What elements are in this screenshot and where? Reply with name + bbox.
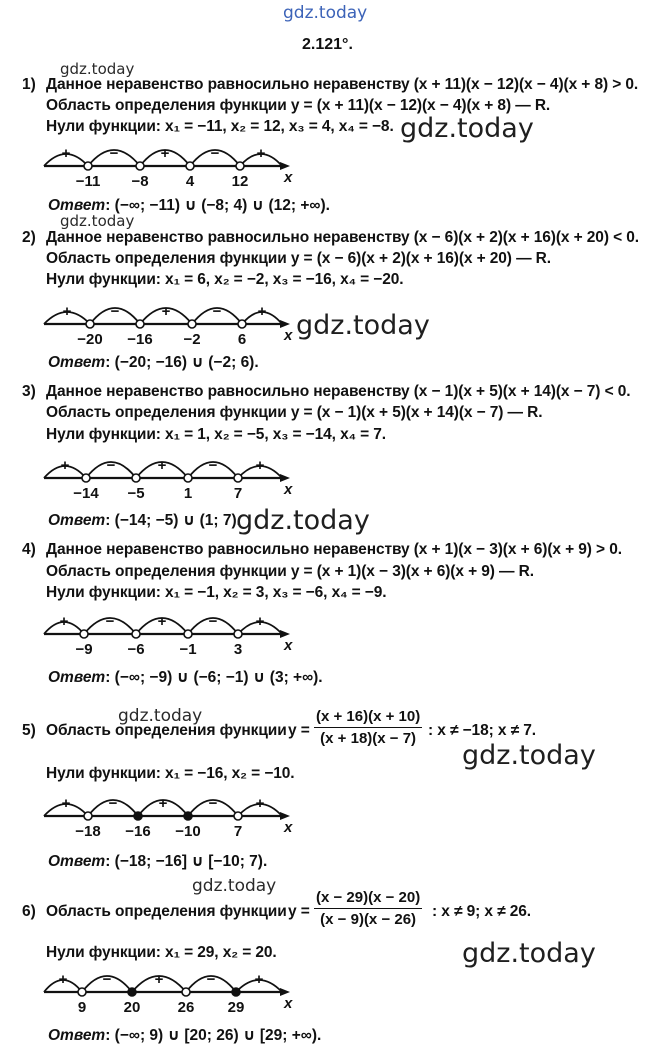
open-point [234,812,242,820]
interval-sign: + [61,145,71,162]
interval-sign: − [108,795,118,812]
point-label: −2 [183,331,201,348]
point-label: 12 [231,173,249,190]
interval-sign: − [208,613,218,630]
point-label: 7 [233,485,243,502]
point-label: 9 [77,999,87,1016]
point-label: −8 [131,173,149,190]
point-label: −18 [75,823,101,840]
open-point [86,320,94,328]
answer-text: : (−18; −16] ∪ [−10; 7). [105,853,268,870]
problem-6-number: 6) [22,903,36,920]
point-label: −6 [127,641,145,658]
problem-5-answer [48,852,267,871]
interval-sign: + [161,303,171,320]
interval-sign: + [157,457,167,474]
open-point [84,162,92,170]
open-point [234,474,242,482]
answer-label: Ответ [48,853,106,870]
answer-text: : (−14; −5) ∪ (1; 7). [105,512,241,529]
open-point [234,630,242,638]
problem-6-line-post: : x ≠ 9; x ≠ 26. [432,903,531,920]
problem-5-fraction [314,708,422,747]
problem-3-line-2: Область определения функции y = (x − 1)(x + 5)(x + 14)(x − 7) — R. [46,404,543,421]
open-point [80,630,88,638]
interval-sign: + [255,457,265,474]
fraction-denominator: (x − 9)(x − 26) [320,911,417,928]
problem-2-number: 2) [22,229,36,246]
interval-sign: + [256,145,266,162]
problem-3-line-3: Нули функции: x₁ = 1, x₂ = −5, x₃ = −14, x₄ = 7. [46,426,386,443]
answer-label: Ответ [48,197,106,214]
open-point [188,320,196,328]
open-point [238,320,246,328]
point-label: −5 [127,485,145,502]
problem-5-line-pre: Область определения функции [46,722,287,739]
exercise-title: 2.121°. [302,36,353,53]
problem-1-line-1: Данное неравенство равносильно неравенству (x + 11)(x − 12)(x − 4)(x + 8) > 0. [46,76,639,93]
point-label: 4 [185,173,195,190]
point-label: 20 [123,999,141,1016]
problem-4-line-2: Область определения функции y = (x + 1)(x − 3)(x + 6)(x + 9) — R. [46,563,534,580]
point-label: 6 [237,331,247,348]
interval-sign: − [212,303,222,320]
point-label: −20 [77,331,103,348]
problem-2-answer [48,353,259,372]
problem-6-fraction [314,889,422,928]
problem-5-line-3: Нули функции: x₁ = −16, x₂ = −10. [46,765,295,782]
axis-label: x [284,169,293,186]
problem-1-number-line [0,138,300,190]
open-point [186,162,194,170]
watermark: gdz.today [192,876,277,896]
problem-6-y-eq: y = [288,903,310,920]
problem-1-line-2: Область определения функции y = (x + 11)(x − 12)(x − 4)(x + 8) — R. [46,97,551,114]
open-point [236,162,244,170]
problem-4-answer [48,668,323,687]
point-label: −14 [73,485,99,502]
answer-label: Ответ [48,512,106,529]
interval-sign: − [110,303,120,320]
point-label: −1 [179,641,197,658]
problem-6-line-3: Нули функции: x₁ = 29, x₂ = 20. [46,944,277,961]
open-point [184,630,192,638]
interval-sign: − [208,457,218,474]
filled-point [232,988,240,996]
answer-label: Ответ [48,354,106,371]
interval-sign: − [208,795,218,812]
problem-5-number-line [0,788,300,840]
answer-label: Ответ [48,669,106,686]
point-label: 1 [183,485,193,502]
top-watermark: gdz.today [283,3,368,23]
fraction-numerator: (x + 16)(x + 10) [314,708,422,728]
watermark: gdz.today [296,310,430,341]
problem-6-number-line [0,964,300,1016]
problem-4-number: 4) [22,541,36,558]
filled-point [128,988,136,996]
problem-4-line-3: Нули функции: x₁ = −1, x₂ = 3, x₃ = −6, x₄ = −9. [46,584,387,601]
problem-2-line-2: Область определения функции y = (x − 6)(x + 2)(x + 16)(x + 20) — R. [46,250,551,267]
watermark: gdz.today [60,60,135,78]
answer-text: : (−∞; 9) ∪ [20; 26) ∪ [29; +∞). [105,1027,322,1044]
filled-point [184,812,192,820]
point-label: −9 [75,641,93,658]
axis-label: x [284,481,293,498]
watermark: gdz.today [400,113,534,144]
interval-sign: + [160,145,170,162]
problem-5-y-eq: y = [288,722,310,739]
point-label: −16 [125,823,151,840]
problem-6-line-pre: Область определения функции [46,903,287,920]
interval-sign: − [210,145,220,162]
open-point [82,474,90,482]
watermark: gdz.today [236,505,370,536]
axis-label: x [284,819,293,836]
interval-sign: − [106,457,116,474]
watermark: gdz.today [60,212,135,230]
problem-2-number-line [0,296,300,348]
axis-label: x [284,995,293,1012]
answer-text: : (−∞; −11) ∪ (−8; 4) ∪ (12; +∞). [105,197,330,214]
problem-5-number: 5) [22,722,36,739]
open-point [78,988,86,996]
interval-sign: + [257,303,267,320]
problem-1-line-3: Нули функции: x₁ = −11, x₂ = 12, x₃ = 4, x₄ = −8. [46,118,394,135]
point-label: −11 [75,173,101,190]
point-label: 29 [227,999,245,1016]
point-label: 3 [233,641,243,658]
filled-point [134,812,142,820]
open-point [84,812,92,820]
problem-3-line-1: Данное неравенство равносильно неравенству (x − 1)(x + 5)(x + 14)(x − 7) < 0. [46,383,631,400]
open-point [184,474,192,482]
point-label: −16 [127,331,153,348]
axis-label: x [284,327,293,344]
interval-sign: + [59,613,69,630]
interval-sign: − [109,145,119,162]
interval-sign: + [158,795,168,812]
interval-sign: − [105,613,115,630]
problem-1-number: 1) [22,76,36,93]
answer-text: : (−∞; −9) ∪ (−6; −1) ∪ (3; +∞). [105,669,323,686]
watermark: gdz.today [118,706,203,726]
problem-5-line-post: : x ≠ −18; x ≠ 7. [428,722,536,739]
interval-sign: + [255,613,265,630]
answer-label: Ответ [48,1027,106,1044]
interval-sign: + [61,795,71,812]
open-point [132,630,140,638]
problem-6-answer [48,1026,321,1045]
problem-2-line-3: Нули функции: x₁ = 6, x₂ = −2, x₃ = −16, x₄ = −20. [46,271,404,288]
fraction-numerator: (x − 29)(x − 20) [314,889,422,909]
interval-sign: + [254,971,264,988]
interval-sign: − [206,971,216,988]
open-point [132,474,140,482]
problem-3-answer [48,511,241,530]
interval-sign: − [102,971,112,988]
interval-sign: + [255,795,265,812]
interval-sign: + [62,303,72,320]
interval-sign: + [58,971,68,988]
point-label: −10 [175,823,201,840]
open-point [136,320,144,328]
watermark: gdz.today [462,938,596,969]
point-label: 7 [233,823,243,840]
point-label: 26 [177,999,195,1016]
answer-text: : (−20; −16) ∪ (−2; 6). [105,354,259,371]
fraction-denominator: (x + 18)(x − 7) [320,730,417,747]
problem-2-line-1: Данное неравенство равносильно неравенству (x − 6)(x + 2)(x + 16)(x + 20) < 0. [46,229,639,246]
interval-sign: + [60,457,70,474]
interval-sign: + [157,613,167,630]
watermark: gdz.today [462,740,596,771]
problem-4-number-line [0,606,300,658]
interval-sign: + [154,971,164,988]
axis-label: x [284,637,293,654]
open-point [136,162,144,170]
open-point [182,988,190,996]
problem-4-line-1: Данное неравенство равносильно неравенству (x + 1)(x − 3)(x + 6)(x + 9) > 0. [46,541,622,558]
problem-3-number: 3) [22,383,36,400]
problem-3-number-line [0,450,300,502]
